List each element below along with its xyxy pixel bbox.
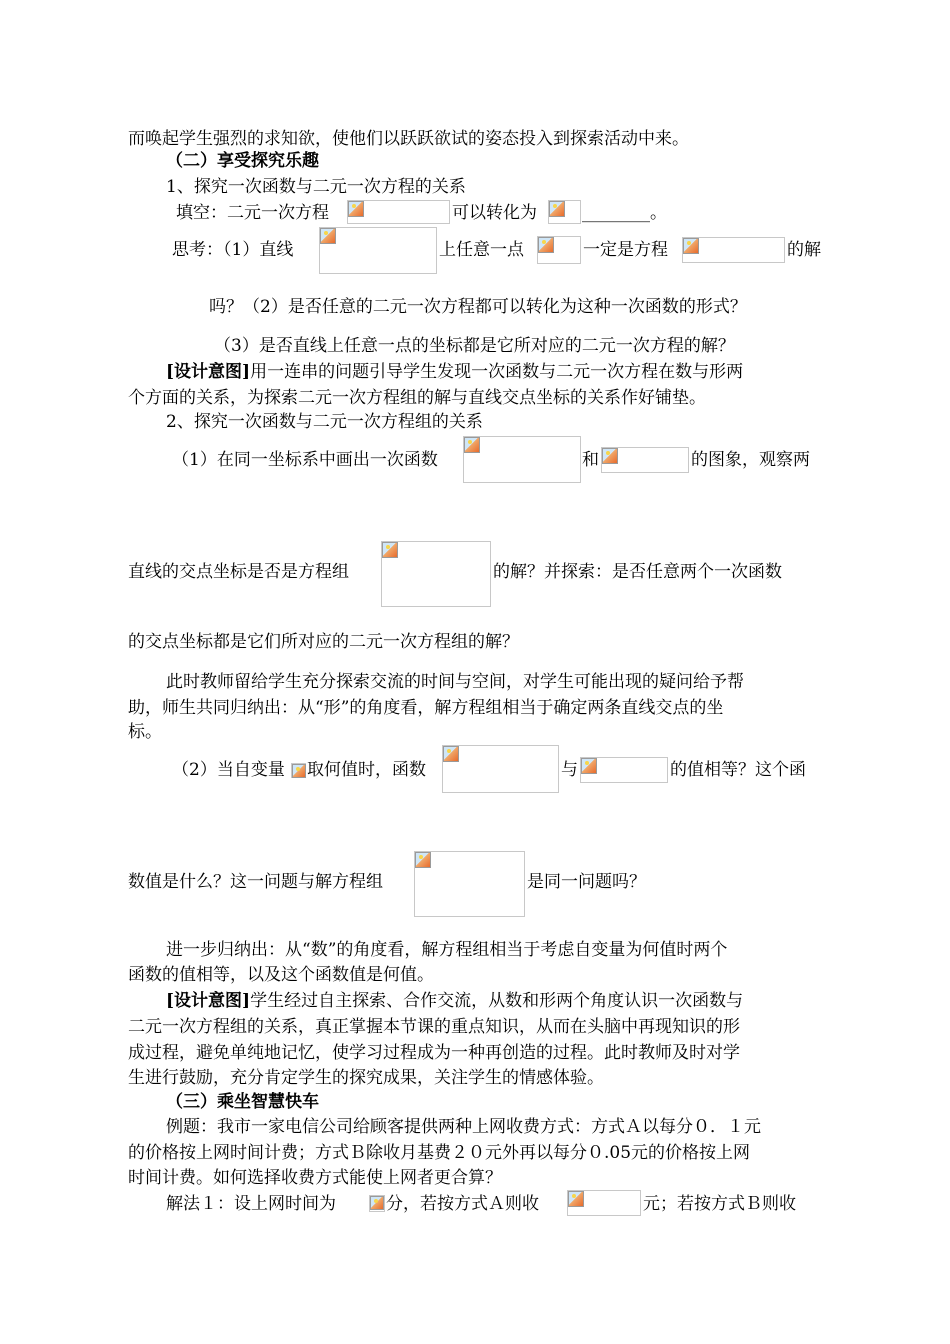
broken-image-icon xyxy=(683,238,699,254)
equation-system-image-placeholder xyxy=(414,851,525,917)
question-1-prefix: （1）在同一坐标系中画出一次函数 xyxy=(172,450,438,470)
equation-image-placeholder xyxy=(463,436,581,483)
broken-image-icon xyxy=(292,764,306,778)
question-1-suffix: 的图象，观察两 xyxy=(691,450,810,470)
fill-blank-middle: 可以转化为 xyxy=(452,203,537,223)
equation-system-image-placeholder xyxy=(381,541,491,607)
subsection-heading-1: 1、探究一次函数与二元一次方程的关系 xyxy=(166,177,466,197)
question-2-line2-suffix: 是同一问题吗？ xyxy=(527,872,646,892)
design-intent-text: 学生经过自主探索、合作交流，从数和形两个角度认识一次函数与 xyxy=(250,991,744,1011)
design-intent-label: [设计意图] xyxy=(166,362,251,382)
paragraph-line: 生进行鼓励，充分肯定学生的探究成果，关注学生的情感体验。 xyxy=(128,1068,604,1088)
paragraph-line: 的交点坐标都是它们所对应的二元一次方程组的解？ xyxy=(128,632,519,652)
question-2-line2-prefix: 数值是什么？这一问题与解方程组 xyxy=(128,872,383,892)
design-intent-label: [设计意图] xyxy=(166,991,251,1011)
paragraph-line: 标。 xyxy=(128,722,162,742)
example-line: 例题：我市一家电信公司给顾客提供两种上网收费方式：方式Ａ以每分０．１元 xyxy=(166,1117,761,1137)
question-1-line2-suffix: 的解？并探索：是否任意两个一次函数 xyxy=(493,562,782,582)
broken-image-icon xyxy=(370,1196,384,1210)
section-heading-3: （三）乘坐智慧快车 xyxy=(166,1092,319,1112)
question-2-prefix: （2）当自变量 xyxy=(172,760,285,780)
variable-image-placeholder xyxy=(369,1195,385,1212)
paragraph-line: 进一步归纳出：从“数”的角度看，解方程组相当于考虑自变量为何值时两个 xyxy=(166,940,728,960)
broken-image-icon xyxy=(549,201,565,217)
paragraph-line: 助，师生共同归纳出：从“形”的角度看，解方程组相当于确定两条直线交点的坐 xyxy=(128,698,724,718)
broken-image-icon xyxy=(443,746,459,762)
broken-image-icon xyxy=(602,448,618,464)
broken-image-icon xyxy=(320,228,336,244)
example-line: 时间计费。如何选择收费方式能使上网者更合算？ xyxy=(128,1168,502,1188)
broken-image-icon xyxy=(382,542,398,558)
broken-image-icon xyxy=(348,201,364,217)
variable-image-placeholder xyxy=(291,763,306,778)
equation-image-placeholder xyxy=(347,200,450,224)
equation-image-placeholder xyxy=(580,757,668,783)
solution-suffix: 元；若按方式Ｂ则收 xyxy=(643,1194,796,1214)
equation-image-placeholder xyxy=(548,200,581,224)
think-prefix: 思考：（1）直线 xyxy=(172,240,294,260)
broken-image-icon xyxy=(464,437,480,453)
paragraph-line: 而唤起学生强烈的求知欲，使他们以跃跃欲试的姿态投入到探索活动中来。 xyxy=(128,129,689,149)
question-1-line2-prefix: 直线的交点坐标是否是方程组 xyxy=(128,562,349,582)
fill-blank-suffix: ________。 xyxy=(582,203,667,223)
question-1-middle: 和 xyxy=(582,450,599,470)
paragraph-line: 二元一次方程组的关系，真正掌握本节课的重点知识，从而在头脑中再现知识的形 xyxy=(128,1017,740,1037)
think-suffix: 的解 xyxy=(787,240,821,260)
equation-image-placeholder xyxy=(537,236,581,264)
example-line: 的价格按上网时间计费；方式Ｂ除收月基费２０元外再以每分０.05元的价格按上网 xyxy=(128,1143,751,1163)
broken-image-icon xyxy=(568,1191,584,1207)
think-middle-2: 一定是方程 xyxy=(583,240,668,260)
section-heading-2: （二）享受探究乐趣 xyxy=(166,151,319,171)
solution-middle: 分，若按方式Ａ则收 xyxy=(386,1194,539,1214)
equation-image-placeholder xyxy=(601,447,689,473)
broken-image-icon xyxy=(581,758,597,774)
paragraph-line: 函数的值相等，以及这个函数值是何值。 xyxy=(128,965,434,985)
question-2-middle-2: 与 xyxy=(561,760,578,780)
broken-image-icon xyxy=(415,852,431,868)
broken-image-icon xyxy=(538,237,554,253)
paragraph-line: 此时教师留给学生充分探索交流的时间与空间，对学生可能出现的疑问给予帮 xyxy=(166,672,744,692)
design-intent-line xyxy=(166,361,743,383)
paragraph-line: （3）是否直线上任意一点的坐标都是它所对应的二元一次方程的解？ xyxy=(214,336,735,356)
paragraph-line: 个方面的关系，为探索二元一次方程组的解与直线交点坐标的关系作好铺垫。 xyxy=(128,388,706,408)
subsection-heading-2: 2、探究一次函数与二元一次方程组的关系 xyxy=(166,412,483,432)
question-2-middle-1: 取何值时，函数 xyxy=(307,760,426,780)
fill-blank-prefix: 填空：二元一次方程 xyxy=(176,203,329,223)
equation-image-placeholder xyxy=(442,745,559,793)
question-2-suffix: 的值相等？这个函 xyxy=(670,760,806,780)
equation-image-placeholder xyxy=(319,227,437,274)
solution-prefix: 解法１：设上网时间为 xyxy=(166,1194,336,1214)
design-intent-line xyxy=(166,990,743,1012)
paragraph-line: 成过程，避免单纯地记忆，使学习过程成为一种再创造的过程。此时教师及时对学 xyxy=(128,1043,740,1063)
equation-image-placeholder xyxy=(682,237,785,263)
paragraph-line: 吗？（2）是否任意的二元一次方程都可以转化为这种一次函数的形式？ xyxy=(209,297,747,317)
think-middle-1: 上任意一点 xyxy=(439,240,524,260)
equation-image-placeholder xyxy=(567,1190,641,1216)
design-intent-text: 用一连串的问题引导学生发现一次函数与二元一次方程在数与形两 xyxy=(250,362,744,382)
